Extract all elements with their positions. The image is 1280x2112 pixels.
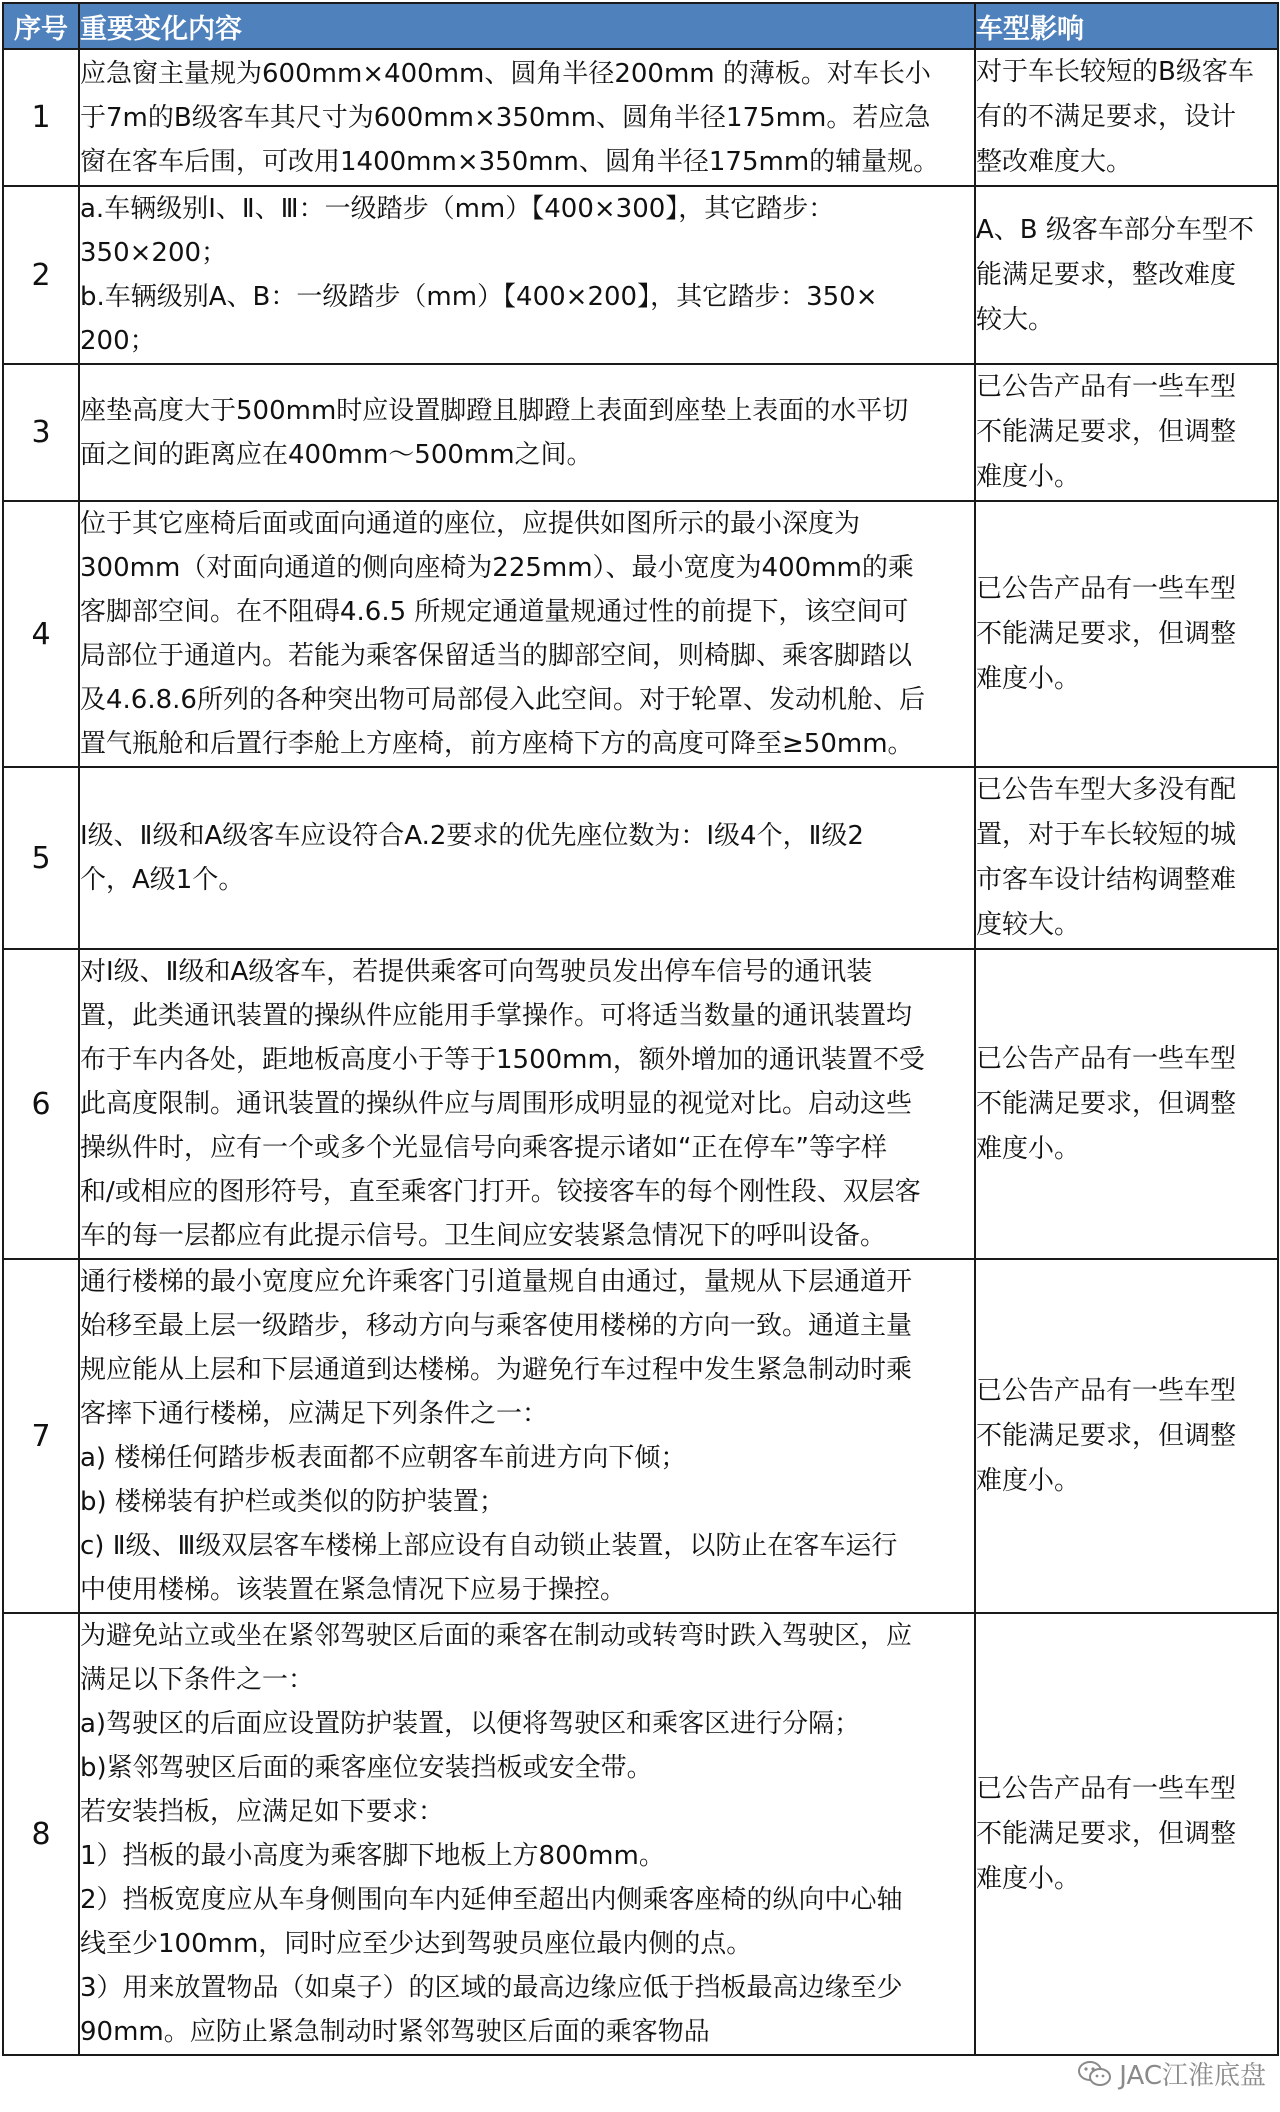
- row-number: 6: [3, 949, 79, 1259]
- content-line: 客脚部空间。在不阻碍4.6.5 所规定通道量规通过性的前提下，该空间可: [80, 597, 909, 627]
- impact-line: 已公告产品有一些车型: [976, 573, 1237, 604]
- content-line: b) 楼梯装有护栏或类似的防护装置；: [80, 1487, 505, 1517]
- row-number: 4: [3, 501, 79, 767]
- content-line: b)紧邻驾驶区后面的乘客座位安装挡板或安全带。: [80, 1753, 653, 1783]
- content-line: 350×200；: [80, 238, 228, 268]
- content-line: a) 楼梯任何踏步板表面都不应朝客车前进方向下倾；: [80, 1443, 687, 1473]
- vehicle-impact: [975, 1613, 1278, 2055]
- vehicle-impact: [975, 186, 1278, 364]
- content-line: 2）挡板宽度应从车身侧围向车内延伸至超出内侧乘客座椅的纵向中心轴: [80, 1885, 903, 1915]
- vehicle-impact: [975, 949, 1278, 1259]
- content-line: 置气瓶舱和后置行李舱上方座椅，前方座椅下方的高度可降至≥50mm。: [80, 729, 914, 759]
- impact-line: 已公告产品有一些车型: [976, 372, 1237, 402]
- impact-line: 不能满足要求，但调整: [976, 1088, 1237, 1119]
- content-line: 操纵件时，应有一个或多个光显信号向乘客提示诸如“正在停车”等字样: [80, 1133, 887, 1163]
- impact-line: 不能满足要求，但调整: [976, 417, 1237, 447]
- content-line: 和/或相应的图形符号，直至乘客门打开。铰接客车的每个刚性段、双层客: [80, 1177, 921, 1207]
- impact-line: 市客车设计结构调整难: [976, 865, 1237, 895]
- row-number: 8: [3, 1613, 79, 2055]
- impact-line: 已公告产品有一些车型: [976, 1375, 1237, 1406]
- table-body: [3, 49, 1278, 2055]
- impact-line: 能满足要求，整改难度: [976, 259, 1237, 290]
- vehicle-impact: [975, 364, 1278, 501]
- content-line: 规应能从上层和下层通道到达楼梯。为避免行车过程中发生紧急制动时乘: [80, 1355, 913, 1385]
- content-line: 局部位于通道内。若能为乘客保留适当的脚部空间，则椅脚、乘客脚踏以: [80, 641, 913, 671]
- vehicle-impact: [975, 1259, 1278, 1613]
- row-number: 5: [3, 767, 79, 949]
- content-line: 客摔下通行楼梯，应满足下列条件之一：: [80, 1399, 549, 1429]
- content-line: 中使用楼梯。该装置在紧急情况下应易于操控。: [80, 1575, 627, 1605]
- impact-line: 已公告产品有一些车型: [976, 1043, 1237, 1074]
- content-line: 1）挡板的最小高度为乘客脚下地板上方800mm。: [80, 1841, 665, 1871]
- row-number: 1: [3, 49, 79, 186]
- content-line: 为避免站立或坐在紧邻驾驶区后面的乘客在制动或转弯时跌入驾驶区，应: [80, 1621, 913, 1651]
- wechat-icon: [1077, 2059, 1113, 2089]
- impact-line: 不能满足要求，但调整: [976, 1420, 1237, 1451]
- row-number: 3: [3, 364, 79, 501]
- content-line: b.车辆级别A、B：一级踏步（mm）【400×200】，其它踏步：350×: [80, 282, 878, 312]
- table-row: [3, 186, 1278, 364]
- content-line: a)驾驶区的后面应设置防护装置，以便将驾驶区和乘客区进行分隔；: [80, 1709, 861, 1739]
- table-row: [3, 1613, 1278, 2055]
- content-line: 线至少100mm，同时应至少达到驾驶员座位最内侧的点。: [80, 1929, 753, 1959]
- change-content: [79, 949, 975, 1259]
- content-line: 座垫高度大于500mm时应设置脚蹬且脚蹬上表面到座垫上表面的水平切: [80, 395, 909, 426]
- vehicle-impact: [975, 767, 1278, 949]
- content-line: 对Ⅰ级、Ⅱ级和A级客车，若提供乘客可向驾驶员发出停车信号的通讯装: [80, 957, 873, 987]
- table-row: [3, 501, 1278, 767]
- change-content: [79, 364, 975, 501]
- content-line: 个，A级1个。: [80, 865, 245, 895]
- content-line: 90mm。应防止紧急制动时紧邻驾驶区后面的乘客物品: [80, 2017, 710, 2047]
- impact-line: 难度小。: [976, 462, 1081, 492]
- watermark-text: JAC江淮底盘: [1119, 2061, 1266, 2091]
- impact-line: 置，对于车长较短的城: [976, 820, 1237, 850]
- table-row: [3, 1259, 1278, 1613]
- impact-line: 整改难度大。: [976, 147, 1133, 177]
- content-line: 于7m的B级客车其尺寸为600mm×350mm、圆角半径175mm。若应急: [80, 102, 931, 133]
- impact-line: 不能满足要求，但调整: [976, 1818, 1237, 1849]
- content-line: 窗在客车后围，可改用1400mm×350mm、圆角半径175mm的辅量规。: [80, 146, 940, 177]
- content-line: 面之间的距离应在400mm～500mm之间。: [80, 439, 593, 470]
- content-line: a.车辆级别Ⅰ、Ⅱ、Ⅲ：一级踏步（mm）【400×300】，其它踏步：: [80, 194, 835, 224]
- table-header-row: [3, 3, 1278, 49]
- impact-line: 难度小。: [976, 663, 1081, 694]
- content-line: 始移至最上层一级踏步，移动方向与乘客使用楼梯的方向一致。通道主量: [80, 1311, 913, 1341]
- content-line: 通行楼梯的最小宽度应允许乘客门引道量规自由通过，量规从下层通道开: [80, 1267, 913, 1297]
- impact-line: 难度小。: [976, 1465, 1081, 1496]
- impact-line: 已公告车型大多没有配: [976, 775, 1237, 805]
- table-row: [3, 767, 1278, 949]
- row-number: 2: [3, 186, 79, 364]
- content-line: 200；: [80, 326, 156, 356]
- table-row: [3, 364, 1278, 501]
- impact-line: 较大。: [976, 304, 1055, 335]
- content-line: 车的每一层都应有此提示信号。卫生间应安装紧急情况下的呼叫设备。: [80, 1221, 887, 1251]
- requirements-table: [2, 2, 1279, 2056]
- change-content: [79, 49, 975, 186]
- content-line: 置，此类通讯装置的操纵件应能用手掌操作。可将适当数量的通讯装置均: [80, 1001, 913, 1031]
- content-line: 此高度限制。通讯装置的操纵件应与周围形成明显的视觉对比。启动这些: [80, 1089, 913, 1119]
- content-line: 满足以下条件之一：: [80, 1665, 315, 1695]
- content-line: 及4.6.8.6所列的各种突出物可局部侵入此空间。对于轮罩、发动机舱、后: [80, 685, 925, 715]
- table-row: [3, 49, 1278, 186]
- header-no: 序号: [3, 3, 79, 49]
- change-content: [79, 767, 975, 949]
- impact-line: 对于车长较短的B级客车: [976, 57, 1254, 87]
- change-content: [79, 1259, 975, 1613]
- content-line: 300mm（对面向通道的侧向座椅为225mm）、最小宽度为400mm的乘: [80, 553, 914, 583]
- impact-line: 已公告产品有一些车型: [976, 1773, 1237, 1804]
- change-content: [79, 186, 975, 364]
- content-line: 若安装挡板，应满足如下要求：: [80, 1797, 445, 1827]
- change-content: [79, 1613, 975, 2055]
- impact-line: A、B 级客车部分车型不: [976, 214, 1254, 245]
- impact-line: 有的不满足要求，设计: [976, 102, 1237, 132]
- header-impact: 车型影响: [975, 3, 1278, 49]
- content-line: 应急窗主量规为600mm×400mm、圆角半径200mm 的薄板。对车长小: [80, 58, 931, 89]
- content-line: c) Ⅱ级、Ⅲ级双层客车楼梯上部应设有自动锁止装置，以防止在客车运行: [80, 1531, 898, 1561]
- content-line: 3）用来放置物品（如桌子）的区域的最高边缘应低于挡板最高边缘至少: [80, 1973, 903, 2003]
- table-row: [3, 949, 1278, 1259]
- change-content: [79, 501, 975, 767]
- content-line: 位于其它座椅后面或面向通道的座位，应提供如图所示的最小深度为: [80, 509, 861, 539]
- impact-line: 度较大。: [976, 910, 1081, 940]
- content-line: Ⅰ级、Ⅱ级和A级客车应设符合A.2要求的优先座位数为：Ⅰ级4个，Ⅱ级2: [80, 821, 864, 851]
- impact-line: 不能满足要求，但调整: [976, 618, 1237, 649]
- impact-line: 难度小。: [976, 1863, 1081, 1894]
- header-content: 重要变化内容: [79, 3, 975, 49]
- vehicle-impact: [975, 501, 1278, 767]
- impact-line: 难度小。: [976, 1133, 1081, 1164]
- vehicle-impact: [975, 49, 1278, 186]
- watermark: [1077, 2055, 1266, 2092]
- row-number: 7: [3, 1259, 79, 1613]
- content-line: 布于车内各处，距地板高度小于等于1500mm，额外增加的通讯装置不受: [80, 1045, 925, 1075]
